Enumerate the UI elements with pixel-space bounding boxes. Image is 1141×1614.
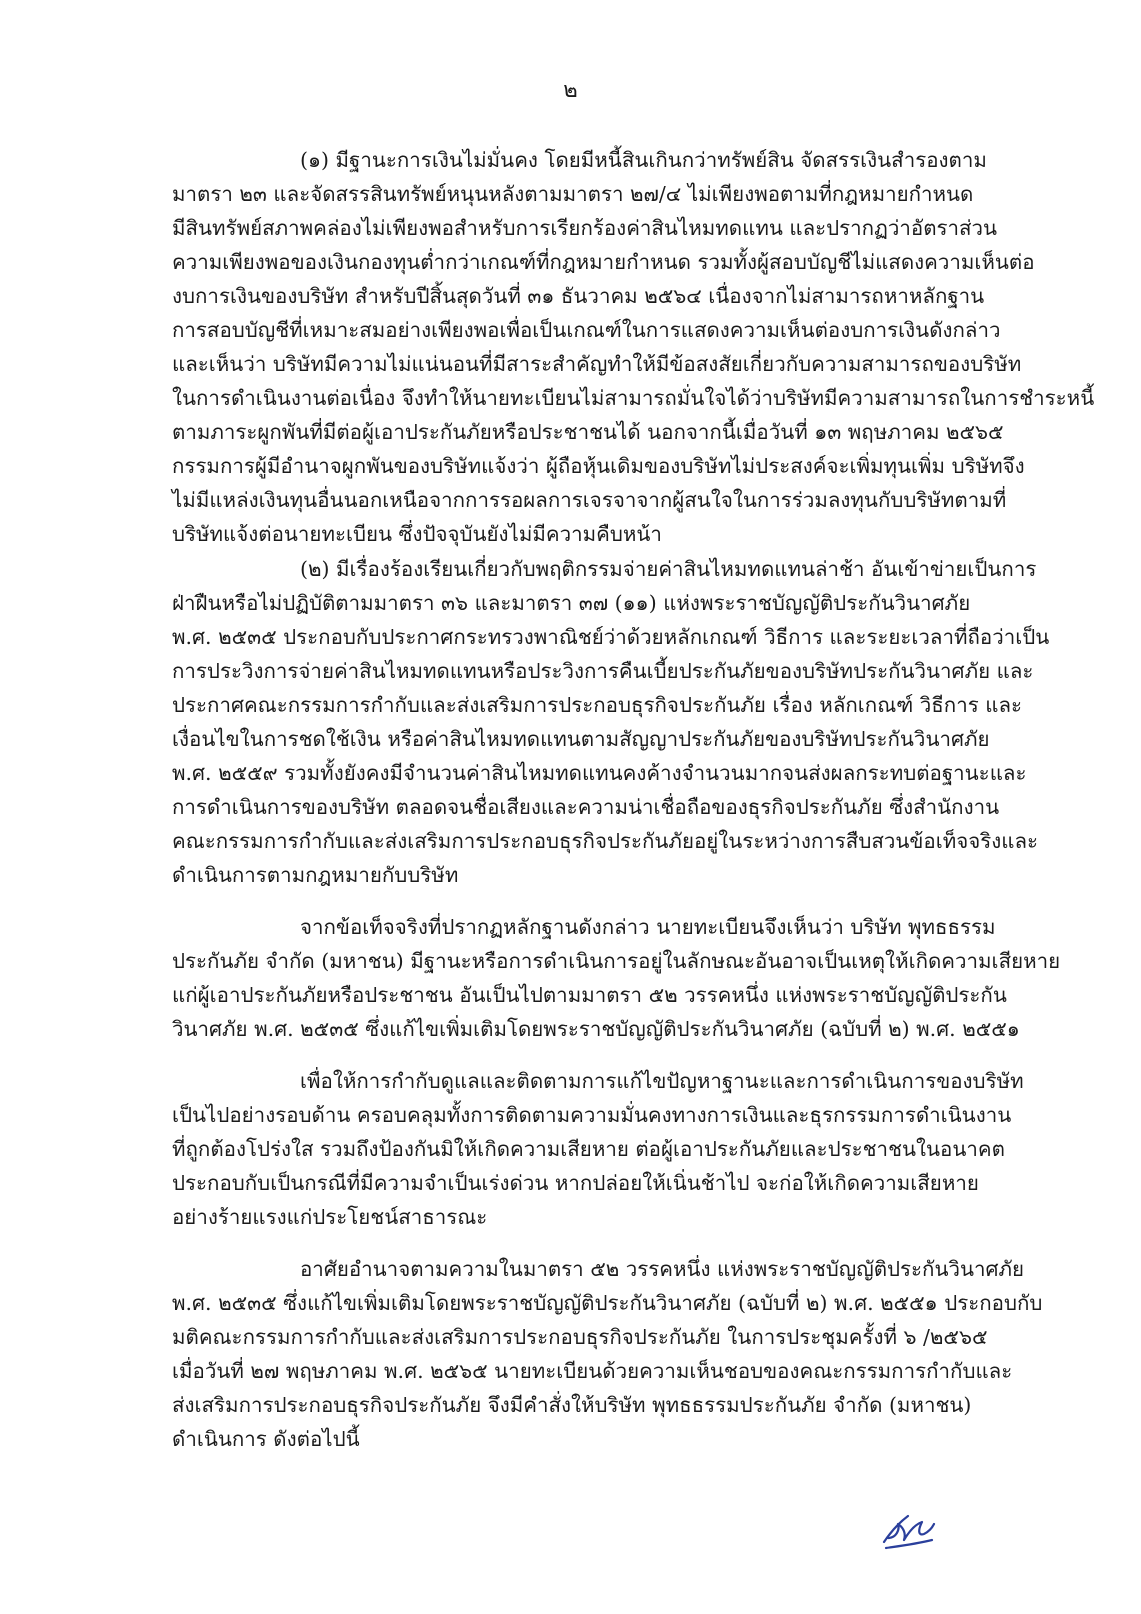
text-line: ความเพียงพอของเงินกองทุนต่ำกว่าเกณฑ์ที่กฎหมายกำหนด รวมทั้งผู้สอบบัญชีไม่แสดงความเห็นต่อ [172, 250, 1035, 274]
text-line: งบการเงินของบริษัท สำหรับปีสิ้นสุดวันที่ ๓๑ ธันวาคม ๒๕๖๔ เนื่องจากไม่สามารถหาหลักฐาน [172, 284, 985, 308]
handwritten-initials-signature [878, 1508, 938, 1553]
page-number: ๒ [563, 78, 578, 103]
text-line: ดำเนินการ ดังต่อไปนี้ [172, 1427, 360, 1451]
text-line: การประวิงการจ่ายค่าสินไหมทดแทนหรือประวิงการคืนเบี้ยประกันภัยของบริษัทประกันวินาศภัย และ [172, 659, 1034, 683]
text-line: การสอบบัญชีที่เหมาะสมอย่างเพียงพอเพื่อเป็นเกณฑ์ในการแสดงความเห็นต่องบการเงินดังกล่าว [172, 318, 1001, 342]
text-line: อาศัยอำนาจตามความในมาตรา ๕๒ วรรคหนึ่ง แห่งพระราชบัญญัติประกันวินาศภัย [300, 1257, 1025, 1281]
text-line: มีสินทรัพย์สภาพคล่องไม่เพียงพอสำหรับการเรียกร้องค่าสินไหมทดแทน และปรากฏว่าอัตราส่วน [172, 216, 998, 240]
text-line: ส่งเสริมการประกอบธุรกิจประกันภัย จึงมีคำสั่งให้บริษัท พุทธธรรมประกันภัย จำกัด (มหาชน) [172, 1393, 972, 1417]
text-line: ดำเนินการตามกฎหมายกับบริษัท [172, 863, 459, 887]
text-line: วินาศภัย พ.ศ. ๒๕๓๕ ซึ่งแก้ไขเพิ่มเติมโดยพระราชบัญญัติประกันวินาศภัย (ฉบับที่ ๒) พ.ศ. ๒๕๕๑ [172, 1017, 1020, 1041]
text-line: ฝ่าฝืนหรือไม่ปฏิบัติตามมาตรา ๓๖ และมาตรา ๓๗ (๑๑) แห่งพระราชบัญญัติประกันวินาศภัย [172, 591, 971, 615]
text-line: กรรมการผู้มีอำนาจผูกพันของบริษัทแจ้งว่า ผู้ถือหุ้นเดิมของบริษัทไม่ประสงค์จะเพิ่มทุนเพิ่ม บริษัทจึง [172, 454, 1025, 478]
text-line: บริษัทแจ้งต่อนายทะเบียน ซึ่งปัจจุบันยังไม่มีความคืบหน้า [172, 522, 662, 546]
text-line: (๒) มีเรื่องร้องเรียนเกี่ยวกับพฤติกรรมจ่ายค่าสินไหมทดแทนล่าช้า อันเข้าข่ายเป็นการ [300, 557, 1037, 581]
text-line: เมื่อวันที่ ๒๗ พฤษภาคม พ.ศ. ๒๕๖๕ นายทะเบียนด้วยความเห็นชอบของคณะกรรมการกำกับและ [172, 1359, 1013, 1383]
text-line: ในการดำเนินงานต่อเนื่อง จึงทำให้นายทะเบียนไม่สามารถมั่นใจได้ว่าบริษัทมีความสามารถในการชำระหนี้ [172, 386, 1095, 410]
text-line: มาตรา ๒๓ และจัดสรรสินทรัพย์หนุนหลังตามมาตรา ๒๗/๔ ไม่เพียงพอตามที่กฎหมายกำหนด [172, 182, 974, 206]
text-line: ตามภาระผูกพันที่มีต่อผู้เอาประกันภัยหรือประชาชนได้ นอกจากนี้เมื่อวันที่ ๑๓ พฤษภาคม ๒๕๖๕ [172, 420, 1004, 444]
text-line: จากข้อเท็จจริงที่ปรากฏหลักฐานดังกล่าว นายทะเบียนจึงเห็นว่า บริษัท พุทธธรรม [300, 915, 996, 939]
text-line: ที่ถูกต้องโปร่งใส รวมถึงป้องกันมิให้เกิดความเสียหาย ต่อผู้เอาประกันภัยและประชาชนในอนาคต [172, 1137, 1005, 1161]
text-line: ไม่มีแหล่งเงินทุนอื่นนอกเหนือจากการรอผลการเจรจาจากผู้สนใจในการร่วมลงทุนกับบริษัทตามที่ [172, 488, 1007, 512]
text-line: คณะกรรมการกำกับและส่งเสริมการประกอบธุรกิจประกันภัยอยู่ในระหว่างการสืบสวนข้อเท็จจริงและ [172, 829, 1039, 853]
text-line: เงื่อนไขในการชดใช้เงิน หรือค่าสินไหมทดแทนตามสัญญาประกันภัยของบริษัทประกันวินาศภัย [172, 727, 990, 751]
text-line: พ.ศ. ๒๕๓๕ ซึ่งแก้ไขเพิ่มเติมโดยพระราชบัญญัติประกันวินาศภัย (ฉบับที่ ๒) พ.ศ. ๒๕๕๑ ประกอบกับ [172, 1291, 1043, 1315]
text-line: และเห็นว่า บริษัทมีความไม่แน่นอนที่มีสาระสำคัญทำให้มีข้อสงสัยเกี่ยวกับความสามารถของบริษัท [172, 352, 1022, 376]
text-line: แก่ผู้เอาประกันภัยหรือประชาชน อันเป็นไปตามมาตรา ๕๒ วรรคหนึ่ง แห่งพระราชบัญญัติประกัน [172, 983, 1007, 1007]
text-line: เป็นไปอย่างรอบด้าน ครอบคลุมทั้งการติดตามความมั่นคงทางการเงินและธุรกรรมการดำเนินงาน [172, 1103, 1012, 1127]
text-line: เพื่อให้การกำกับดูแลและติดตามการแก้ไขปัญหาฐานะและการดำเนินการของบริษัท [300, 1069, 1024, 1093]
text-line: ประกอบกับเป็นกรณีที่มีความจำเป็นเร่งด่วน หากปล่อยให้เนิ่นช้าไป จะก่อให้เกิดความเสียหาย [172, 1171, 979, 1195]
text-line: การดำเนินการของบริษัท ตลอดจนชื่อเสียงและความน่าเชื่อถือของธุรกิจประกันภัย ซึ่งสำนักงาน [172, 795, 1000, 819]
text-line: มติคณะกรรมการกำกับและส่งเสริมการประกอบธุรกิจประกันภัย ในการประชุมครั้งที่ ๖ /๒๕๖๕ [172, 1325, 988, 1349]
text-line: พ.ศ. ๒๕๕๙ รวมทั้งยังคงมีจำนวนค่าสินไหมทดแทนคงค้างจำนวนมากจนส่งผลกระทบต่อฐานะและ [172, 761, 1027, 785]
text-line: ประกันภัย จำกัด (มหาชน) มีฐานะหรือการดำเนินการอยู่ในลักษณะอันอาจเป็นเหตุให้เกิดความเสียหาย [172, 949, 1061, 973]
text-line: อย่างร้ายแรงแก่ประโยชน์สาธารณะ [172, 1205, 488, 1229]
text-line: (๑) มีฐานะการเงินไม่มั่นคง โดยมีหนี้สินเกินกว่าทรัพย์สิน จัดสรรเงินสำรองตาม [300, 148, 987, 172]
text-line: พ.ศ. ๒๕๓๕ ประกอบกับประกาศกระทรวงพาณิชย์ว่าด้วยหลักเกณฑ์ วิธีการ และระยะเวลาที่ถือว่าเป็น [172, 625, 1050, 649]
text-line: ประกาศคณะกรรมการกำกับและส่งเสริมการประกอบธุรกิจประกันภัย เรื่อง หลักเกณฑ์ วิธีการ และ [172, 693, 1023, 717]
